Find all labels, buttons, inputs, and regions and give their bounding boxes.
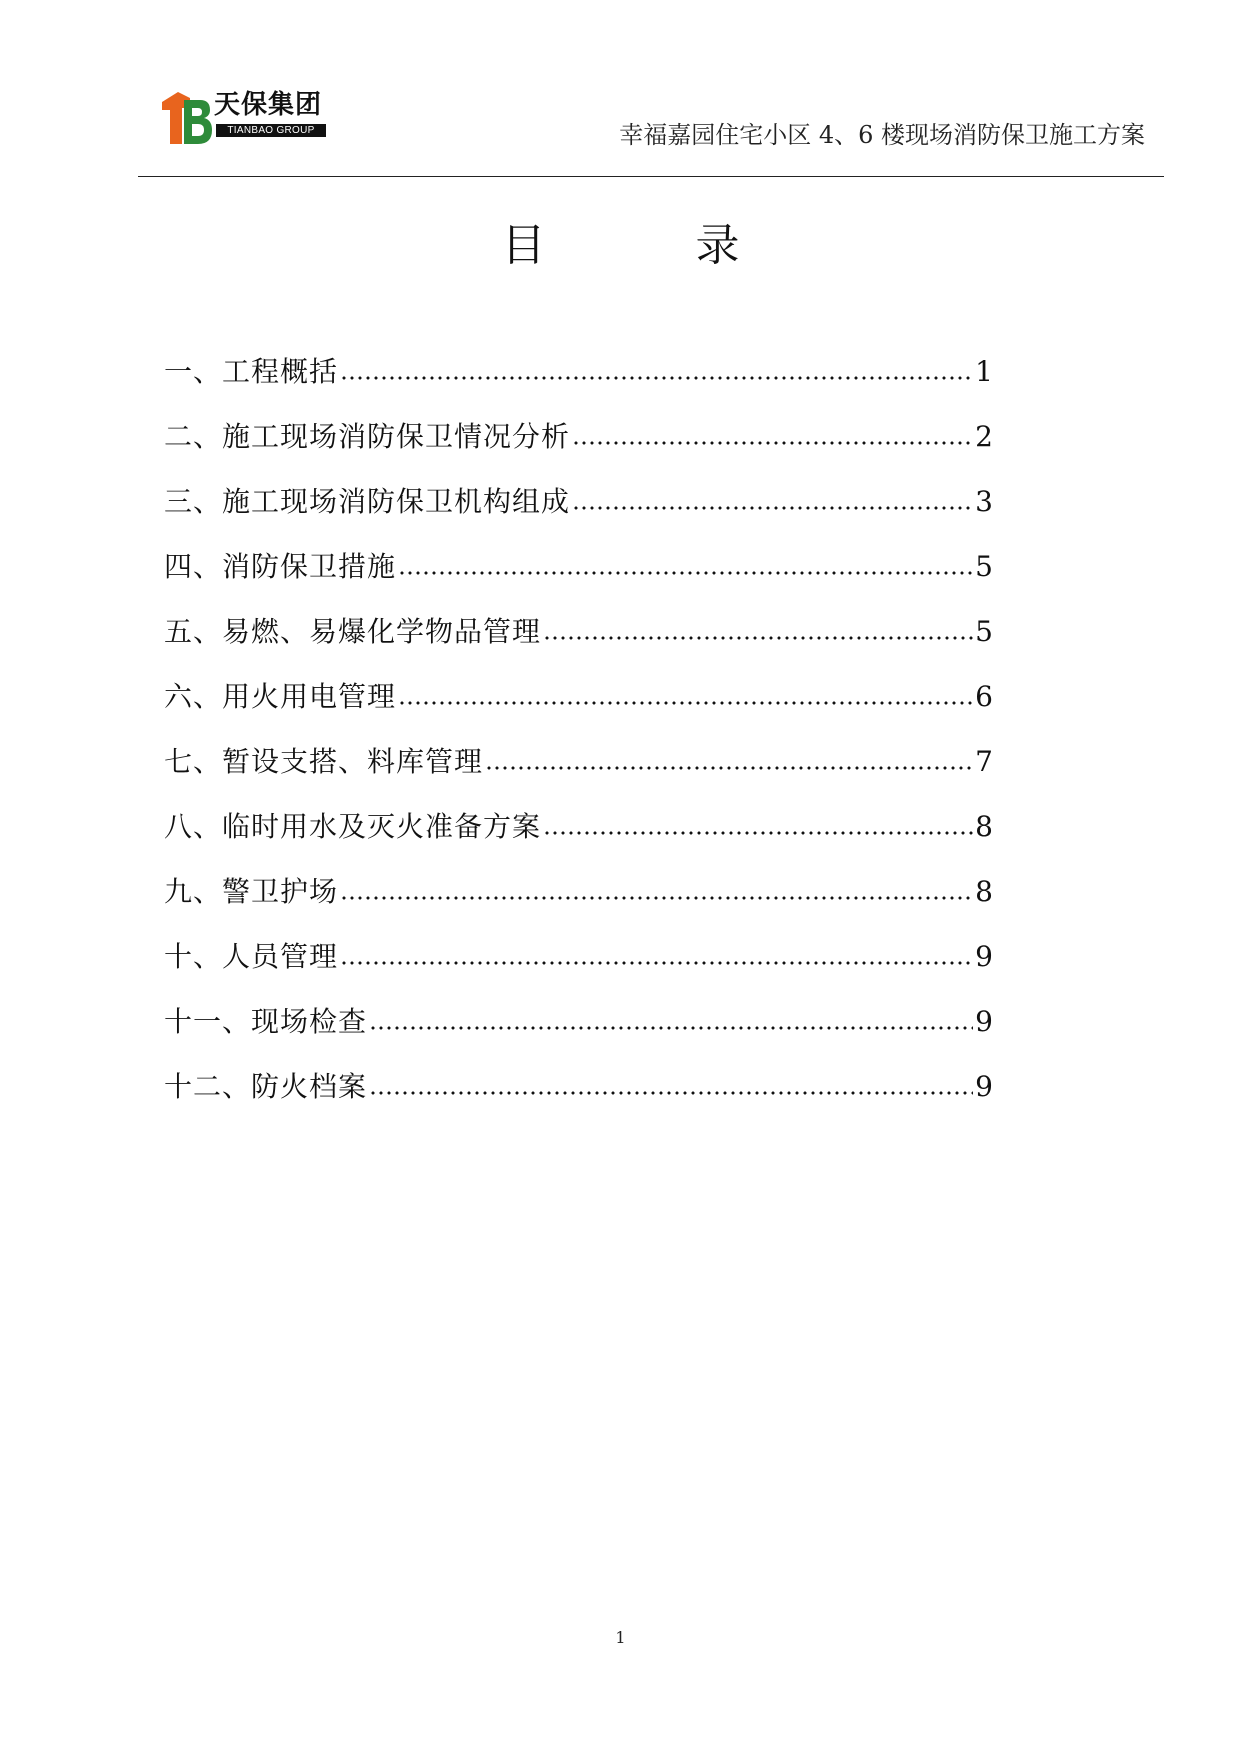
toc-heading bbox=[0, 218, 1241, 274]
toc-dot-leader bbox=[369, 1065, 973, 1109]
toc-entry[interactable] bbox=[164, 805, 994, 870]
toc-dot-leader bbox=[485, 740, 973, 784]
toc-entry-page: 9 bbox=[975, 940, 994, 973]
toc-entry-label: 二、施工现场消防保卫情况分析 bbox=[164, 420, 571, 453]
tianbao-logo-icon bbox=[160, 88, 214, 146]
toc-dot-leader bbox=[543, 805, 973, 849]
company-logo bbox=[160, 88, 330, 148]
toc-heading-char-1: 目 bbox=[501, 220, 546, 271]
toc-dot-leader bbox=[398, 545, 973, 589]
toc-entry[interactable] bbox=[164, 675, 994, 740]
toc-dot-leader bbox=[572, 415, 973, 459]
toc-entry-label: 一、工程概括 bbox=[164, 355, 339, 388]
logo-company-name-en: TIANBAO GROUP bbox=[216, 124, 326, 137]
toc-entry[interactable] bbox=[164, 545, 994, 610]
document-header-title: 幸福嘉园住宅小区 4、6 楼现场消防保卫施工方案 bbox=[619, 121, 1145, 149]
toc-entry-page: 8 bbox=[975, 810, 994, 843]
toc-entry-label: 十一、现场检查 bbox=[164, 1005, 368, 1038]
toc-dot-leader bbox=[340, 935, 973, 979]
logo-company-name-cn: 天保集团 bbox=[214, 90, 323, 120]
toc-entry-page: 5 bbox=[975, 550, 994, 583]
toc-dot-leader bbox=[369, 1000, 973, 1044]
toc-entry[interactable] bbox=[164, 870, 994, 935]
toc-entry[interactable] bbox=[164, 1000, 994, 1065]
toc-entry-page: 9 bbox=[975, 1005, 994, 1038]
toc-entry-page: 1 bbox=[975, 355, 994, 388]
toc-entry-label: 八、临时用水及灭火准备方案 bbox=[164, 810, 542, 843]
toc-entry-page: 2 bbox=[975, 420, 994, 453]
toc-entry-label: 十二、防火档案 bbox=[164, 1070, 368, 1103]
toc-entry[interactable] bbox=[164, 935, 994, 1000]
toc-dot-leader bbox=[398, 675, 973, 719]
toc-entry-label: 六、用火用电管理 bbox=[164, 680, 397, 713]
toc-entry-page: 5 bbox=[975, 615, 994, 648]
toc-heading-char-2: 录 bbox=[695, 220, 740, 271]
toc-entry[interactable] bbox=[164, 1065, 994, 1130]
toc-entry-label: 九、警卫护场 bbox=[164, 875, 339, 908]
toc-dot-leader bbox=[340, 350, 973, 394]
toc-entry-label: 十、人员管理 bbox=[164, 940, 339, 973]
toc-entry[interactable] bbox=[164, 740, 994, 805]
toc-entry-page: 7 bbox=[975, 745, 994, 778]
toc-entry-page: 9 bbox=[975, 1070, 994, 1103]
toc-dot-leader bbox=[572, 480, 973, 524]
toc-entry[interactable] bbox=[164, 350, 994, 415]
page-number: 1 bbox=[615, 1628, 626, 1647]
toc-entry-label: 七、暂设支搭、料库管理 bbox=[164, 745, 484, 778]
toc-dot-leader bbox=[340, 870, 973, 914]
header-divider bbox=[138, 176, 1164, 177]
toc-entry-page: 6 bbox=[975, 680, 994, 713]
toc-entry-label: 四、消防保卫措施 bbox=[164, 550, 397, 583]
toc-entry-page: 8 bbox=[975, 875, 994, 908]
toc-entry[interactable] bbox=[164, 610, 994, 675]
toc-entry-label: 三、施工现场消防保卫机构组成 bbox=[164, 485, 571, 518]
toc-dot-leader bbox=[543, 610, 973, 654]
table-of-contents bbox=[164, 350, 994, 1130]
toc-entry-page: 3 bbox=[975, 485, 994, 518]
toc-entry-label: 五、易燃、易爆化学物品管理 bbox=[164, 615, 542, 648]
toc-entry[interactable] bbox=[164, 415, 994, 480]
toc-entry[interactable] bbox=[164, 480, 994, 545]
